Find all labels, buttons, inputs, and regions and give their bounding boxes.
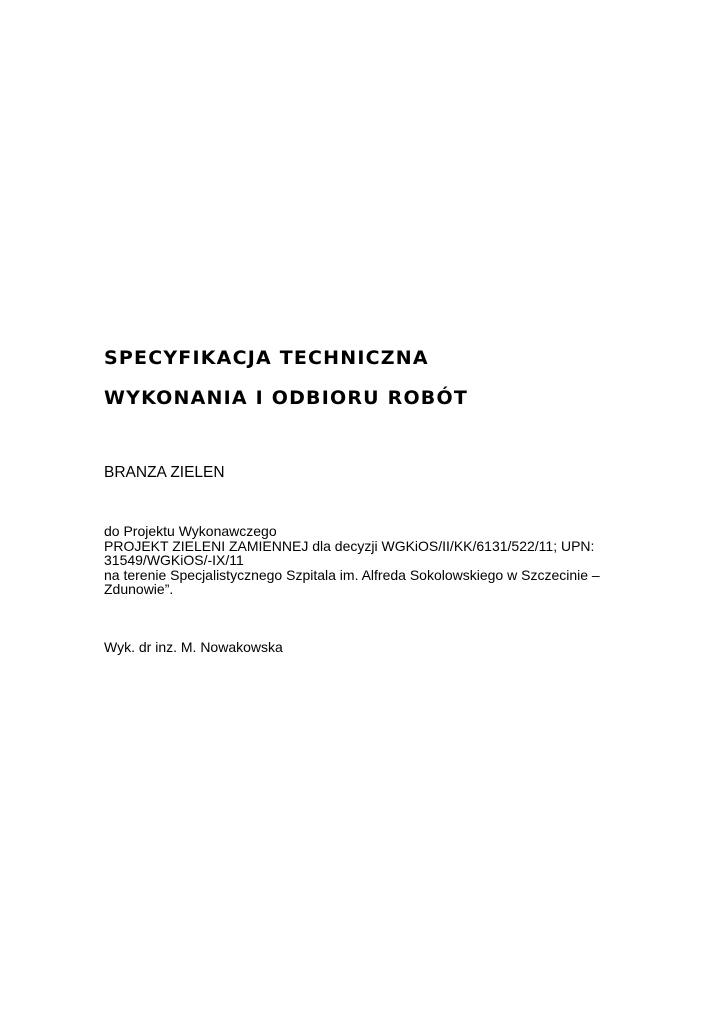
author-line: Wyk. dr inz. M. Nowakowska (104, 639, 283, 655)
title-line-2: WYKONANIA I ODBIORU ROBÓT (104, 387, 468, 409)
project-details (104, 524, 644, 597)
details-line-3: 31549/WGKiOS/-IX/11 (104, 552, 244, 569)
branch-label: BRANZA ZIELEN (104, 464, 225, 481)
details-line-5: Zdunowie”. (104, 581, 174, 598)
details-line-2: PROJEKT ZIELENI ZAMIENNEJ dla decyzji WGKiOS/II/KK/6131/522/11; UPN: (104, 537, 595, 554)
details-line-4: na terenie Specjalistycznego Szpitala im. Alfreda Sokolowskiego w Szczecinie – (104, 566, 600, 583)
details-line-1: do Projektu Wykonawczego (104, 523, 277, 539)
title-line-1: SPECYFIKACJA TECHNICZNA (104, 347, 429, 369)
document-title (104, 346, 664, 410)
